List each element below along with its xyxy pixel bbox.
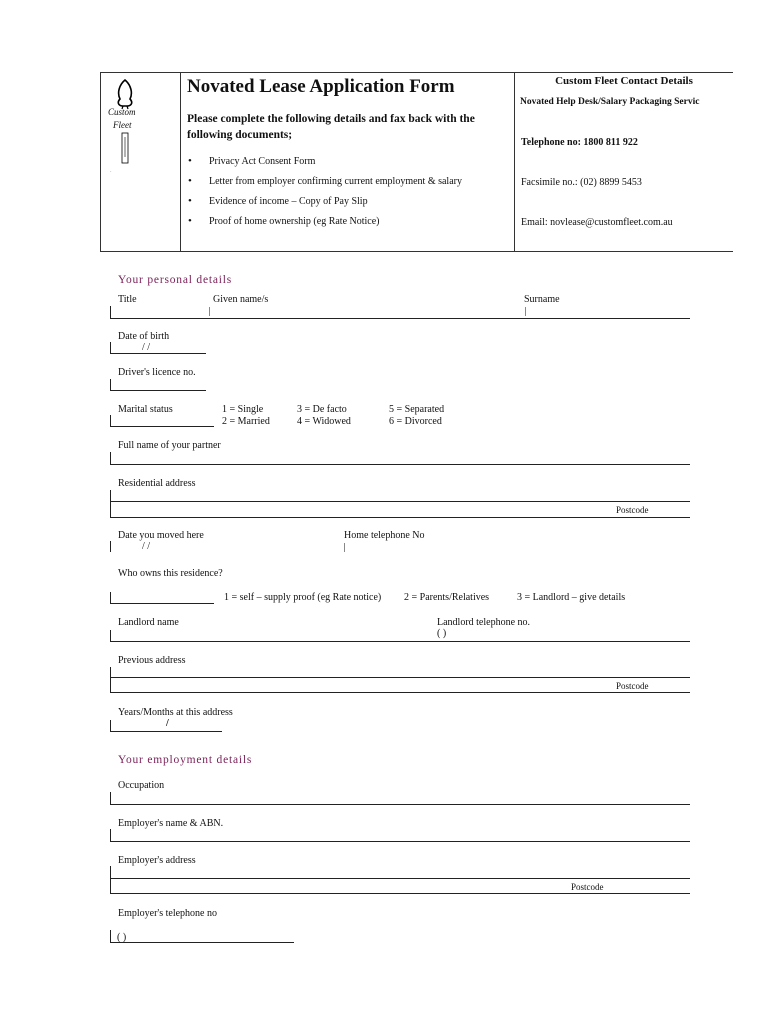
residential-address-field[interactable]	[110, 501, 690, 502]
employer-address-field[interactable]	[110, 878, 690, 879]
employer-name-field[interactable]	[110, 841, 690, 842]
occupation-label: Occupation	[118, 780, 165, 791]
employer-phone-label: Employer's telephone no	[118, 908, 217, 919]
section-heading-personal: Your personal details	[118, 274, 233, 286]
bullet-icon: •	[188, 215, 192, 227]
previous-address-field[interactable]	[110, 677, 690, 678]
field-edge	[110, 306, 111, 318]
postcode-label: Postcode	[616, 505, 649, 515]
residential-address-label: Residential address	[118, 478, 196, 489]
owns-option: 3 = Landlord – give details	[517, 592, 626, 603]
document-item: Proof of home ownership (eg Rate Notice)	[209, 216, 380, 227]
employer-name-label: Employer's name & ABN.	[118, 818, 224, 829]
field-edge	[110, 379, 111, 390]
landlord-row-field[interactable]	[110, 641, 690, 642]
employer-phone-paren: ( )	[117, 932, 127, 943]
surname-label: Surname	[524, 294, 560, 305]
moved-label: Date you moved here	[118, 530, 204, 541]
instructions-text: Please complete the following details and fax back with the following documents;	[187, 113, 475, 141]
moved-separators: / /	[142, 541, 151, 552]
marital-field[interactable]	[110, 426, 214, 427]
field-edge	[110, 630, 111, 641]
years-field[interactable]	[110, 731, 222, 732]
marital-label: Marital status	[118, 404, 173, 415]
field-divider	[525, 307, 526, 316]
given-name-label: Given name/s	[213, 294, 269, 305]
field-edge	[110, 829, 111, 841]
years-separator: /	[166, 718, 169, 729]
partner-field[interactable]	[110, 464, 690, 465]
bullet-icon: •	[188, 195, 192, 207]
field-edge	[110, 930, 111, 942]
field-edge	[110, 452, 111, 464]
marital-option: 5 = Separated	[389, 404, 445, 415]
dob-label: Date of birth	[118, 331, 170, 342]
logo-text-custom: Custom	[108, 107, 136, 117]
header-divider-1	[180, 73, 181, 251]
field-edge	[110, 592, 111, 603]
residential-address-field-2[interactable]	[110, 517, 690, 518]
licence-field[interactable]	[110, 390, 206, 391]
licence-label: Driver's licence no.	[118, 367, 196, 378]
landlord-phone-paren: ( )	[437, 628, 447, 639]
contact-helpdesk: Novated Help Desk/Salary Packaging Servic	[520, 97, 700, 107]
home-phone-label: Home telephone No	[344, 530, 425, 541]
marital-option: 3 = De facto	[297, 404, 347, 415]
contact-email: Email: novlease@customfleet.com.au	[521, 217, 673, 228]
svg-text:·: ·	[110, 170, 112, 175]
dob-separators: / /	[142, 342, 151, 353]
header-box	[100, 72, 733, 252]
bullet-icon: •	[188, 175, 192, 187]
years-label: Years/Months at this address	[118, 707, 233, 718]
owns-field[interactable]	[110, 603, 214, 604]
logo-text-fleet: Fleet	[113, 120, 132, 130]
name-row-field[interactable]	[110, 318, 690, 319]
contact-telephone: Telephone no: 1800 811 922	[521, 137, 638, 148]
occupation-field[interactable]	[110, 804, 690, 805]
field-edge	[110, 415, 111, 426]
previous-address-label: Previous address	[118, 655, 186, 666]
contact-facsimile: Facsimile no.: (02) 8899 5453	[521, 177, 642, 188]
home-phone-field[interactable]	[344, 543, 345, 552]
previous-address-field-2[interactable]	[110, 692, 690, 693]
form-title: Novated Lease Application Form	[187, 76, 455, 97]
owns-option: 1 = self – supply proof (eg Rate notice)	[224, 592, 382, 603]
document-item: Evidence of income – Copy of Pay Slip	[209, 196, 368, 207]
employer-address-field-2[interactable]	[110, 893, 690, 894]
owns-option: 2 = Parents/Relatives	[404, 592, 490, 603]
partner-label: Full name of your partner	[118, 440, 221, 451]
marital-option: 6 = Divorced	[389, 416, 442, 427]
landlord-phone-label: Landlord telephone no.	[437, 617, 531, 628]
landlord-label: Landlord name	[118, 617, 179, 628]
field-edge	[110, 720, 111, 731]
field-edge	[110, 866, 111, 893]
owns-label: Who owns this residence?	[118, 568, 223, 579]
field-edge	[110, 541, 111, 552]
marital-option: 1 = Single	[222, 404, 264, 415]
document-item: Letter from employer confirming current employment & salary	[209, 176, 462, 187]
title-label: Title	[118, 294, 137, 305]
field-edge	[110, 490, 111, 517]
dob-field[interactable]	[110, 353, 206, 354]
header-divider-2	[514, 73, 515, 251]
contact-heading: Custom Fleet Contact Details	[555, 75, 693, 87]
custom-fleet-logo	[105, 77, 145, 177]
employer-address-label: Employer's address	[118, 855, 196, 866]
previous-postcode-label: Postcode	[616, 681, 649, 691]
document-item: Privacy Act Consent Form	[209, 156, 316, 167]
section-heading-employment: Your employment details	[118, 754, 253, 766]
marital-option: 2 = Married	[222, 416, 270, 427]
bullet-icon: •	[188, 155, 192, 167]
marital-option: 4 = Widowed	[297, 416, 351, 427]
employer-phone-field[interactable]	[110, 942, 294, 943]
field-divider	[209, 307, 210, 316]
field-edge	[110, 667, 111, 692]
field-edge	[110, 792, 111, 804]
employer-postcode-label: Postcode	[571, 882, 604, 892]
field-edge	[110, 342, 111, 353]
